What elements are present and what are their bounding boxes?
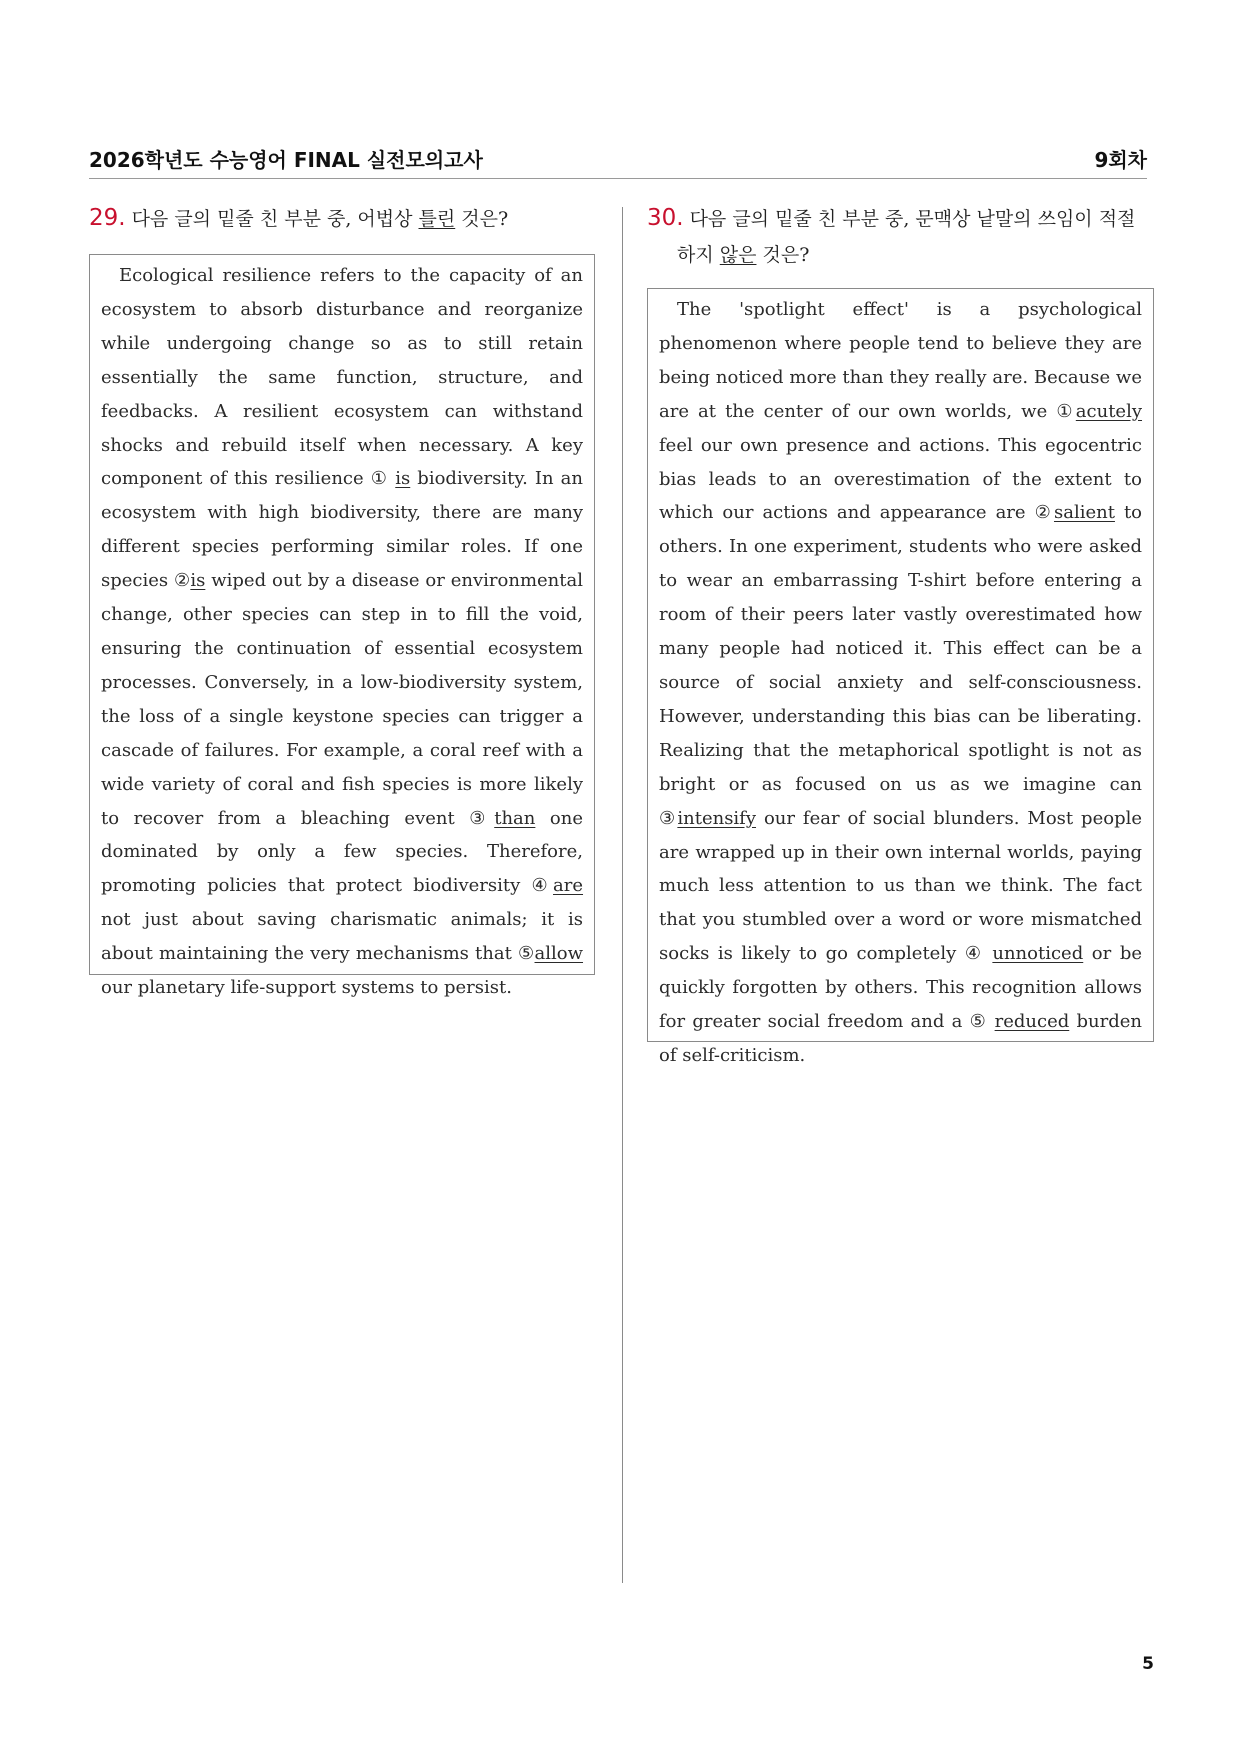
prompt-text: 다음 글의 밑줄 친 부분 중, 어법상 [131,208,419,230]
question-30-prompt [647,200,1157,273]
exam-title: 2026학년도 수능영어 FINAL 실전모의고사 [89,148,483,172]
passage-text: biodiversity. In an ecosystem with high biodiversity, there are many different species performing similar roles. If one species [101,468,583,592]
passage-text: feel our own presence and actions. This egocentric bias leads to an overestimation of the extent to which our actions and appearance are [659,434,1142,524]
underlined-choice-3: intensify [677,807,757,829]
passage-text: our fear of social blunders. Most people are wrapped up in their own internal worlds, paying much less attention to us than we think. The fact that you stumbled over a word or wore mismatched socks is likely to go completely [659,807,1142,965]
page-number: 5 [1142,1654,1154,1674]
exam-round: 9회차 [1094,148,1147,172]
choice-marker: ③ [469,807,495,829]
choice-marker: ① [1056,400,1076,422]
underlined-choice-1: acutely [1075,400,1143,422]
passage-text: Ecological resilience refers to the capacity of an ecosystem to absorb disturbance and reorganize while undergoing change so as to still retain essentially the same function, structure, and feedbacks. A resilient ecosystem can withstand shocks and rebuild itself when necessary. A key component of this resilience [101,265,583,490]
underlined-choice-4: are [553,875,584,897]
choice-marker: ② [174,570,191,592]
passage-text: not just about saving charismatic animals; it is about maintaining the very mechanisms that [101,909,583,965]
page-header [89,140,1147,179]
underlined-choice-4: unnoticed [992,943,1084,965]
prompt-emphasis: 틀린 [418,208,456,230]
passage-text: one dominated by only a few species. Therefore, promoting policies that protect biodiversity [101,807,583,897]
underlined-choice-2: is [190,570,206,592]
prompt-text: 것은? [455,208,509,230]
prompt-text: 것은? [756,244,810,266]
choice-marker: ⑤ [969,1011,988,1033]
question-30-passage [647,288,1154,1066]
passage-text: wiped out by a disease or environmental change, other species can step in to fill the void, ensuring the continuation of essential ecosystem processes. Conversely, in a low-biodiversity system, the loss of a single keystone species can trigger a cascade of failures. For example, a coral reef with a wide variety of coral and fish species is more likely to recover from a bleaching event [101,570,583,829]
choice-marker: ⑤ [517,943,535,965]
choice-marker: ④ [531,875,554,897]
prompt-text: 하지 [677,244,720,266]
choice-marker: ④ [964,943,984,965]
choice-marker: ① [370,468,389,490]
underlined-choice-1: is [395,468,411,490]
underlined-choice-3: than [494,807,536,829]
underlined-choice-5: reduced [994,1011,1070,1033]
question-number: 30. [647,205,684,231]
prompt-emphasis: 않은 [719,244,757,266]
passage-text: our planetary life-support systems to persist. [101,977,512,999]
passage-text: or be quickly forgotten by others. This recognition allows for greater social freedom and a [659,943,1142,1033]
choice-marker: ② [1034,502,1054,524]
question-number: 29. [89,205,126,231]
choice-marker: ③ [659,807,678,829]
passage-text: burden of self-criticism. [659,1011,1142,1066]
passage-text: to others. In one experiment, students who were asked to wear an embarrassing T-shirt before entering a room of their peers later vastly overestimated how many people had noticed it. This effect can be a source of social anxiety and self-consciousness. However, understanding this bias can be liberating. Realizing that the metaphorical spotlight is not as bright or as focused on us as we imagine can [659,502,1143,795]
underlined-choice-2: salient [1053,502,1115,524]
passage-text: The 'spotlight effect' is a psychological phenomenon where people tend to believe they are being noticed more than they really are. Because we are at the center of our own worlds, we [659,299,1142,422]
prompt-text: 다음 글의 밑줄 친 부분 중, 문맥상 낱말의 쓰임이 적절 [689,208,1136,230]
question-29-prompt [89,200,595,237]
underlined-choice-5: allow [534,943,584,965]
column-divider [622,207,623,1583]
question-29-passage [89,254,595,999]
